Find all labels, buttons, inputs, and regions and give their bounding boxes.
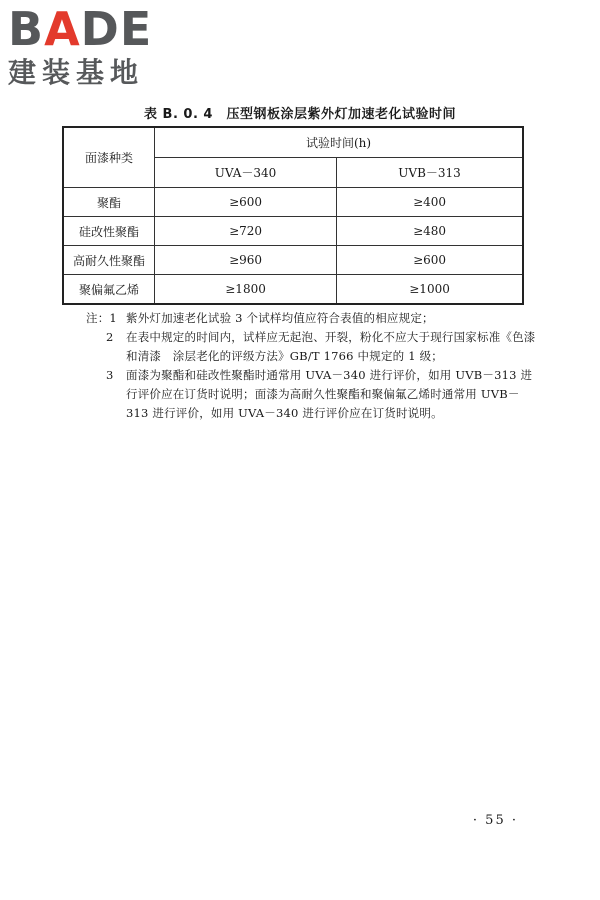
uvb-time-cell: ≥480 — [337, 217, 523, 246]
page-number: · 55 · — [472, 813, 518, 828]
header-test-time: 试验时间(h) — [155, 127, 524, 158]
table-title: 表 B. 0. 4 压型钢板涂层紫外灯加速老化试验时间 — [144, 107, 456, 122]
table-header-row — [63, 127, 523, 158]
uva-time-cell: ≥960 — [155, 246, 337, 275]
table-row — [63, 275, 523, 305]
note-number: 3 — [106, 368, 114, 382]
table-notes — [86, 309, 536, 423]
uvb-time-cell: ≥400 — [337, 188, 523, 217]
header-uvb: UVB－313 — [337, 158, 523, 188]
note-text: 在表中规定的时间内，试样应无起泡、开裂，粉化不应大于现行国家标准《色漆和清漆 涂层老化的评级方法》GB/T 1766 中规定的 1 级； — [126, 330, 536, 363]
table-row — [63, 188, 523, 217]
note-item — [86, 309, 536, 328]
note-item — [86, 328, 536, 366]
note-item — [86, 366, 536, 423]
uvb-time-cell: ≥1000 — [337, 275, 523, 305]
coating-type-cell: 聚酯 — [63, 188, 155, 217]
table-row — [63, 217, 523, 246]
note-number: 2 — [106, 330, 114, 344]
uva-time-cell: ≥600 — [155, 188, 337, 217]
header-uva: UVA－340 — [155, 158, 337, 188]
header-coating-type: 面漆种类 — [63, 127, 155, 188]
aging-test-table — [62, 126, 524, 305]
note-text: 紫外灯加速老化试验 3 个试样均值应符合表值的相应规定； — [126, 311, 434, 325]
uva-time-cell: ≥1800 — [155, 275, 337, 305]
bade-logo — [8, 4, 178, 90]
uvb-time-cell: ≥600 — [337, 246, 523, 275]
note-text: 面漆为聚酯和硅改性聚酯时通常用 UVA－340 进行评价，如用 UVB－313 进行评价应在订货时说明；面漆为高耐久性聚酯和聚偏氟乙烯时通常用 UVB－313 进行评价，如用 UVA－340 进行评价应在订货时说明。 — [126, 368, 533, 420]
coating-type-cell: 硅改性聚酯 — [63, 217, 155, 246]
table-row — [63, 246, 523, 275]
logo-subtitle: 建装基地 — [8, 56, 145, 89]
coating-type-cell: 聚偏氟乙烯 — [63, 275, 155, 305]
coating-type-cell: 高耐久性聚酯 — [63, 246, 155, 275]
note-number: 注：1 — [86, 311, 117, 325]
logo-wordmark: BADE — [8, 2, 153, 56]
uva-time-cell: ≥720 — [155, 217, 337, 246]
